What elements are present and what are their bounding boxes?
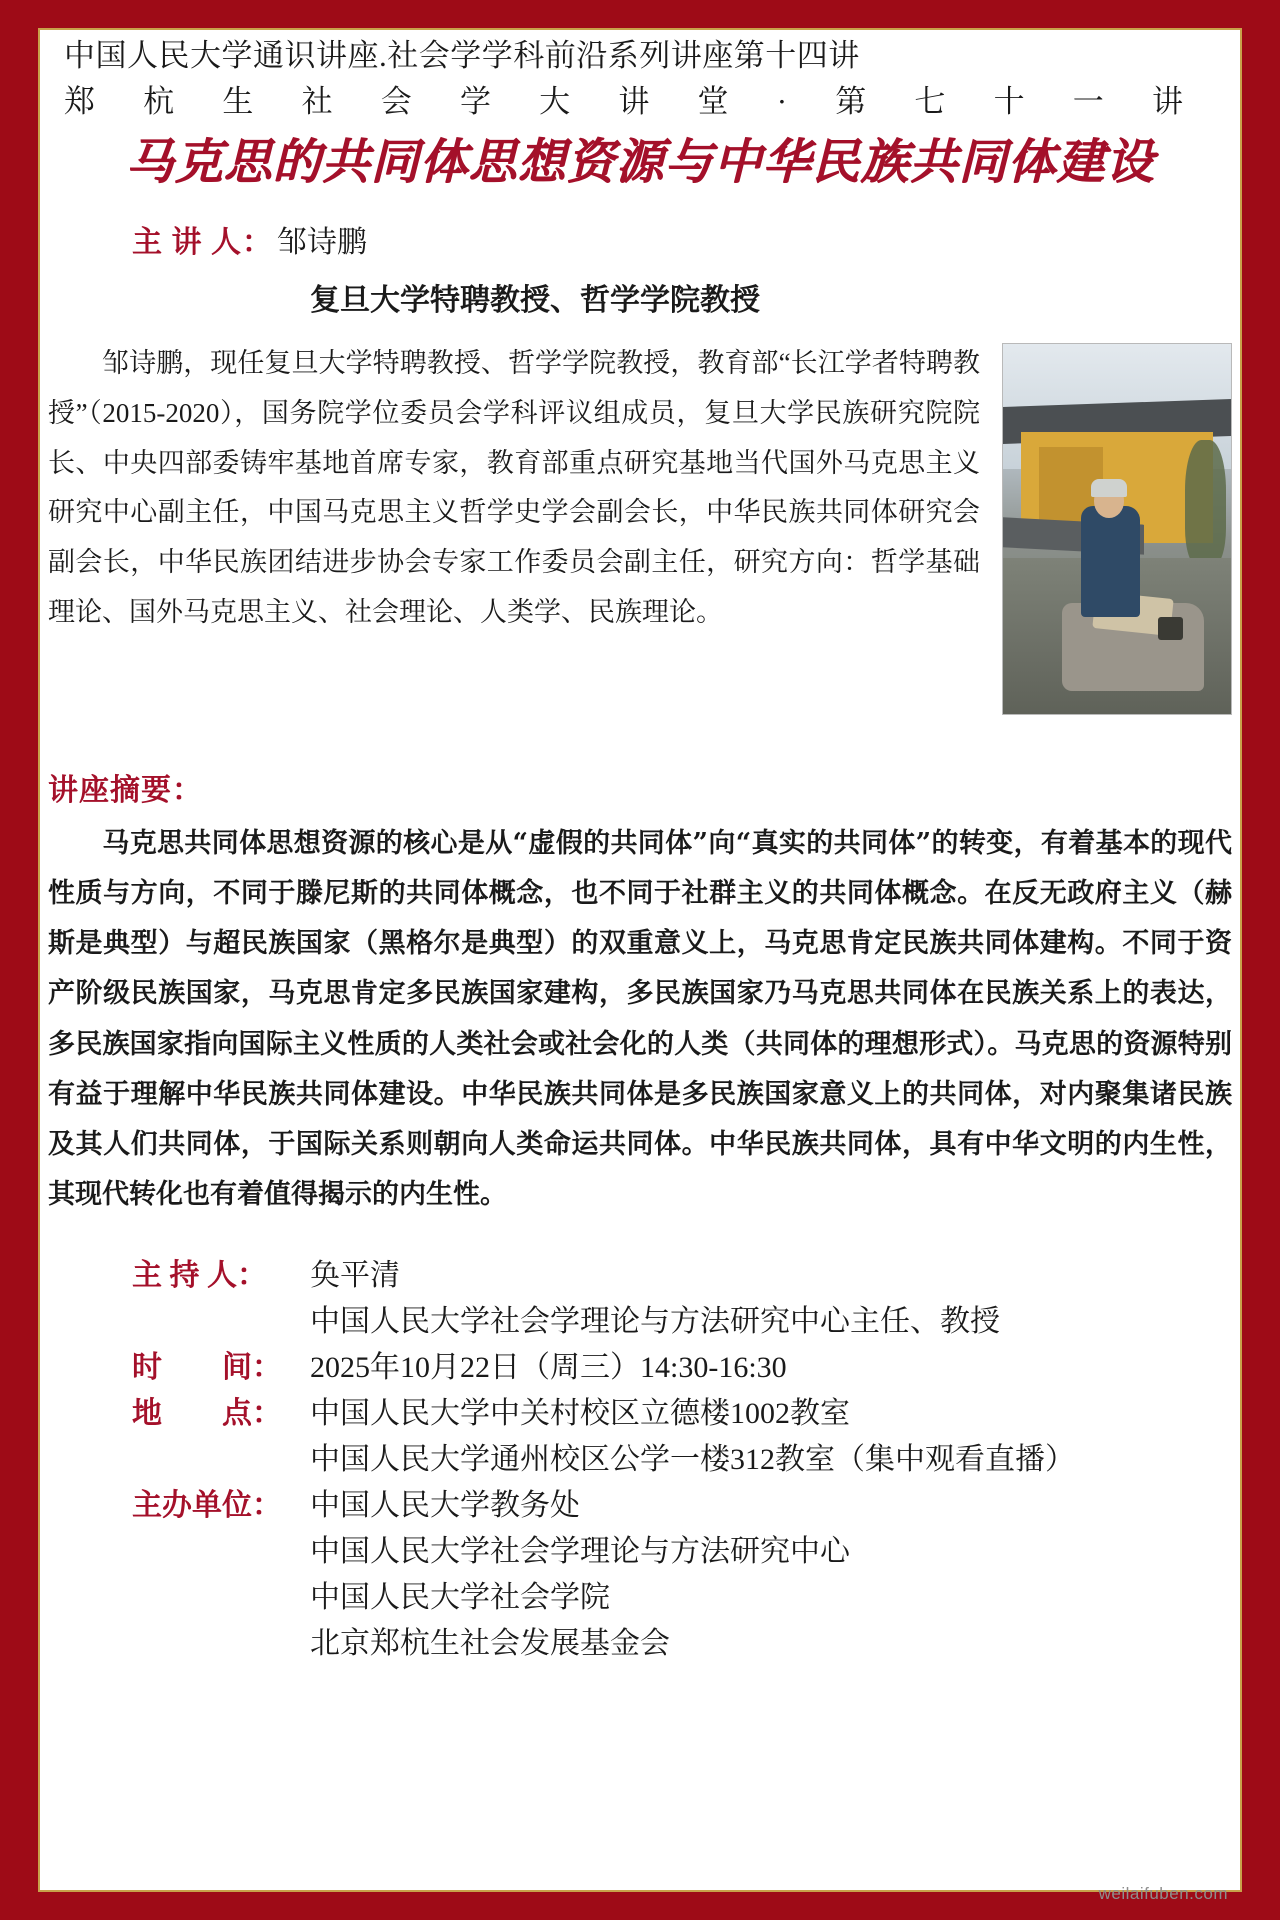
place-value-secondary: 中国人民大学通州校区公学一楼312教室（集中观看直播） bbox=[310, 1443, 1075, 1477]
organizer-item: 中国人民大学教务处 bbox=[310, 1489, 580, 1523]
organizer-label: 主办单位： bbox=[132, 1489, 282, 1523]
time-row bbox=[132, 1342, 1232, 1386]
series-line-2-char: 郑 bbox=[64, 83, 96, 119]
series-line-2-char: · bbox=[776, 83, 789, 119]
photo-person-cap bbox=[1091, 479, 1127, 498]
series-line-2-char: 第 bbox=[835, 83, 868, 119]
series-line-1: 中国人民大学通识讲座.社会学学科前沿系列讲座第十四讲 bbox=[64, 38, 860, 73]
watermark: weilaifuben.com bbox=[1098, 1884, 1228, 1903]
series-line-2-char: 大 bbox=[539, 83, 572, 119]
time-value: 2025年10月22日（周三）14:30-16:30 bbox=[310, 1351, 787, 1385]
poster-content bbox=[48, 34, 1232, 1886]
abstract-label: 讲座摘要： bbox=[48, 773, 203, 807]
series-line-2-char: 讲 bbox=[1151, 83, 1184, 119]
speaker-photo bbox=[1002, 343, 1232, 715]
host-label: 主 持 人： bbox=[132, 1259, 267, 1293]
series-line-2-char: 会 bbox=[380, 83, 413, 119]
organizer-item: 中国人民大学社会学院 bbox=[310, 1581, 610, 1615]
time-label: 时 间： bbox=[132, 1351, 282, 1385]
series-line-2 bbox=[48, 79, 1184, 126]
photo-tree bbox=[1185, 440, 1226, 566]
place-row bbox=[132, 1388, 1232, 1432]
host-name: 奂平清 bbox=[310, 1259, 400, 1293]
event-info-block bbox=[48, 1250, 1232, 1662]
speaker-name: 邹诗鹏 bbox=[277, 225, 367, 259]
bio-body: 邹诗鹏，现任复旦大学特聘教授、哲学学院教授，教育部“长江学者特聘教授”（2015-2020），国务院学位委员会学科评议组成员，复旦大学民族研究院院长、中央四部委铸牢基地首席专家，教育部重点研究基地当代国外马克思主义研究中心副主任，中国马克思主义哲学史学会副会长，中华民族共同体研究会副会长，中华民族团结进步协会专家工作委员会副主任，研究方向：哲学基础理论、国外马克思主义、社会理论、人类学、民族理论。 bbox=[48, 347, 980, 628]
abstract-body: 马克思共同体思想资源的核心是从“虚假的共同体”向“真实的共同体”的转变，有着基本的现代性质与方向，不同于滕尼斯的共同体概念，也不同于社群主义的共同体概念。在反无政府主义（赫斯是典型）与超民族国家（黑格尔是典型）的双重意义上，马克思肯定民族共同体建构。不同于资产阶级民族国家，马克思肯定多民族国家建构，多民族国家乃马克思共同体在民族关系上的表达，多民族国家指向国际主义性质的人类社会或社会化的人类（共同体的理想形式）。马克思的资源特别有益于理解中华民族共同体建设。中华民族共同体是多民族国家意义上的共同体，对内聚集诸民族及其人们共同体，于国际关系则朝向人类命运共同体。中华民族共同体，具有中华文明的内生性，其现代转化也有着值得揭示的内生性。 bbox=[48, 827, 1232, 1211]
host-affiliation: 中国人民大学社会学理论与方法研究中心主任、教授 bbox=[310, 1305, 1000, 1339]
photo-person-shoe bbox=[1158, 617, 1183, 639]
lecture-title: 马克思的共同体思想资源与中华民族共同体建设 bbox=[125, 134, 1155, 191]
series-line-2-char: 杭 bbox=[143, 83, 176, 119]
speaker-affiliation: 复旦大学特聘教授、哲学学院教授 bbox=[310, 283, 760, 317]
speaker-label: 主 讲 人： bbox=[132, 225, 273, 259]
series-line-2-char: 社 bbox=[301, 83, 334, 119]
series-line-2-char: 学 bbox=[459, 83, 492, 119]
photo-person-body bbox=[1081, 506, 1140, 617]
series-line-2-char: 七 bbox=[914, 83, 947, 119]
organizer-item: 中国人民大学社会学理论与方法研究中心 bbox=[310, 1535, 850, 1569]
place-value-primary: 中国人民大学中关村校区立德楼1002教室 bbox=[310, 1397, 850, 1431]
speaker-bio-block bbox=[48, 339, 1232, 739]
series-line-2-char: 生 bbox=[222, 83, 255, 119]
host-row bbox=[132, 1250, 1232, 1294]
abstract-text bbox=[48, 819, 1232, 1221]
speaker-row bbox=[48, 217, 1232, 261]
series-line-2-char: 讲 bbox=[618, 83, 651, 119]
place-label: 地 点： bbox=[132, 1397, 282, 1431]
series-line-2-char: 堂 bbox=[697, 83, 730, 119]
series-line-2-char: 十 bbox=[993, 83, 1026, 119]
organizer-row bbox=[132, 1480, 1232, 1524]
series-line-2-char: 一 bbox=[1072, 83, 1105, 119]
organizer-item: 北京郑杭生社会发展基金会 bbox=[310, 1627, 670, 1661]
